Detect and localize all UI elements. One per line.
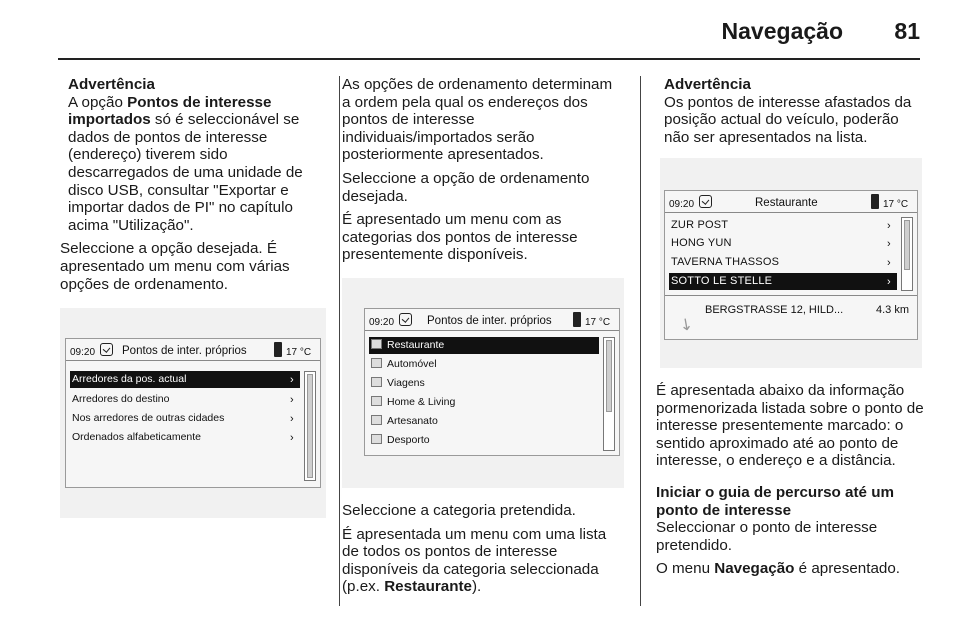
screenshot-panel-3 [660,158,922,368]
chevron-right-icon: › [290,374,294,386]
paragraph-poi-list: É apresentada um menu com uma lista de todos os pontos de interesse disponíveis da categoria seleccionada (p.ex. Restaurante). [342,525,607,596]
menu-item-other-cities[interactable]: Nos arredores de outras cidades [72,412,225,424]
category-restaurant[interactable]: Restaurante [369,337,599,354]
scrollbar-thumb[interactable] [904,220,910,270]
clock-time: 09:20 [369,317,395,328]
display-screen-3 [664,190,918,340]
phone-icon [573,312,581,327]
poi-item-zur-post[interactable]: ZUR POST [671,219,729,231]
screen-title: Pontos de inter. próprios [427,315,552,327]
chevron-right-icon: › [290,413,294,425]
scrollbar[interactable] [304,371,316,481]
check-icon [699,195,712,208]
temperature: 17 °C [883,199,909,210]
paragraph-select-category: Seleccione a categoria pretendida. [342,502,576,519]
check-icon [100,343,113,356]
clock-time: 09:20 [70,347,96,358]
chevron-right-icon: › [887,276,891,288]
column-2-lower-text [342,502,624,602]
crafts-icon [371,415,382,425]
warning-title-1: Advertência [68,76,155,93]
screen-top-bar [66,339,320,361]
warning-text-distant-poi: Os pontos de interesse afastados da posição actual do veículo, poderão não ser apresentados na lista. [664,93,912,146]
menu-item-current-position[interactable]: Arredores da pos. actual [70,371,300,388]
paragraph-sort-options: As opções de ordenamento determinam a ordem pela qual os endereços dos pontos de interesse individuais/importados serão posteriormente apresentados. [342,76,613,164]
page-number: 81 [894,18,920,44]
phone-icon [274,342,282,357]
warning-text-bold: Pontos de interesse importados [68,93,272,129]
warning-text-pre: A opção [68,93,128,111]
scrollbar-thumb[interactable] [606,340,612,412]
poi-distance: 4.3 km [875,304,909,316]
scrollbar[interactable] [603,337,615,451]
display-screen-2 [364,308,620,456]
chevron-right-icon: › [290,394,294,406]
menu-item-alphabetical[interactable]: Ordenados alfabeticamente [72,431,201,443]
scrollbar-thumb[interactable] [307,374,313,478]
warning-note-2 [656,76,926,146]
screenshot-panel-2 [342,278,624,488]
category-car[interactable]: Automóvel [369,356,437,373]
chevron-right-icon: › [887,220,891,232]
travel-icon [371,377,382,387]
category-travel[interactable]: Viagens [369,375,425,392]
poi-detail-bar [665,295,917,335]
direction-arrow-icon: ↘ [675,313,697,336]
screen-title: Restaurante [755,197,818,209]
column-divider-2 [640,76,641,606]
category-sport[interactable]: Desporto [369,432,430,449]
poi-address: BERGSTRASSE 12, HILD... [705,304,844,316]
display-screen-1 [65,338,321,488]
home-icon [371,396,382,406]
restaurant-icon [371,339,382,349]
paragraph-categories-menu: É apresentado um menu com as categorias dos pontos de interesse presentemente disponíveis. [342,211,578,264]
paragraph-select-option: Seleccione a opção desejada. É apresentado um menu com várias opções de ordenamento. [60,240,290,293]
menu-item-destination[interactable]: Arredores do destino [72,393,170,405]
page-header-title: Navegação [721,18,843,44]
check-icon [399,313,412,326]
column-2 [342,76,624,596]
chevron-right-icon: › [887,257,891,269]
column-divider-1 [339,76,340,606]
screenshot-panel-1 [60,308,326,518]
poi-item-sotto-le-stelle[interactable]: SOTTO LE STELLE [669,273,897,290]
temperature: 17 °C [585,317,611,328]
screen-top-bar [365,309,619,331]
category-home-living[interactable]: Home & Living [369,394,455,411]
scrollbar[interactable] [901,217,913,291]
warning-text-post: só é seleccionável se dados de pontos de interesse (endereço) tiverem sido descarregados de uma unidade de disco USB, consultar "Exportar e importar dados de PI" no capítulo acima "Utilização". [68,111,303,234]
temperature: 17 °C [286,347,312,358]
chevron-right-icon: › [887,238,891,250]
paragraph-select-sort: Seleccione a opção de ordenamento desejada. [342,169,590,205]
section-heading-start-guidance: Iniciar o guia de percurso até um ponto de interesse [656,483,895,519]
paragraph-poi-info: É apresentada abaixo da informação pormenorizada listada sobre o ponto de interesse presentemente marcado: o sentido aproximado até ao ponto de interesse, o endereço e a distância. [656,382,924,470]
column-1 [60,76,326,444]
column-3-lower-text [656,382,926,584]
paragraph-nav-menu: O menu Navegação é apresentado. [656,560,901,578]
screen-title: Pontos de inter. próprios [122,345,247,357]
warning-title-2: Advertência [664,76,751,93]
column-3 [656,76,926,578]
screen-top-bar [665,191,917,213]
sport-icon [371,434,382,444]
category-crafts[interactable]: Artesanato [369,413,438,430]
clock-time: 09:20 [669,199,695,210]
phone-icon [871,194,879,209]
poi-item-taverna-thassos[interactable]: TAVERNA THASSOS [671,256,780,268]
paragraph-select-poi: Seleccionar o ponto de interesse pretendido. [656,519,878,554]
car-icon [371,358,382,368]
warning-note-1 [60,76,326,234]
chevron-right-icon: › [290,432,294,444]
header-rule [58,58,920,60]
poi-item-hong-yun[interactable]: HONG YUN [671,237,732,249]
